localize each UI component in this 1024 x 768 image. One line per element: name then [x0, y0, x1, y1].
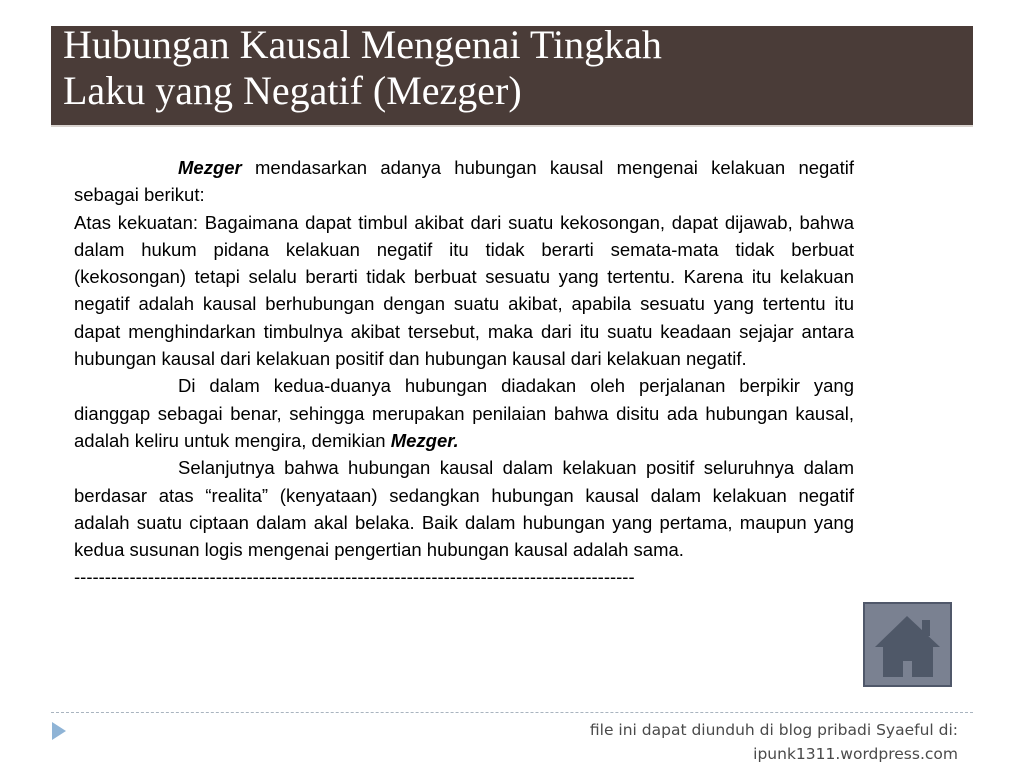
paragraph-4: Selanjutnya bahwa hubungan kausal dalam kelakuan positif seluruhnya dalam berdasar atas “realita” (kenyataan) sedangkan hubungan kausal dalam kelakuan negatif adalah suatu ciptaan dalam akal belaka. Baik dalam hubungan yang pertama, maupun yang kedua susunan logis mengenai pengertian hubungan kausal adalah sama. [74, 457, 854, 561]
footer-note [590, 718, 958, 766]
paragraph-3 [74, 372, 854, 454]
home-button[interactable] [863, 602, 952, 687]
footer-divider [51, 712, 973, 713]
slide-title-line1: Hubungan Kausal Mengenai Tingkah [63, 22, 662, 67]
author-name: Mezger [178, 157, 242, 178]
slide-title-bar [51, 22, 973, 127]
paragraph-1-text: mendasarkan adanya hubungan kausal mengenai kelakuan negatif sebagai berikut: [74, 157, 854, 206]
author-name-end: Mezger. [390, 429, 459, 451]
slide-title-line2: Laku yang Negatif (Mezger) [63, 68, 522, 113]
triangle-right-icon[interactable] [50, 720, 68, 742]
slide-body [74, 154, 854, 591]
paragraph-1 [74, 154, 854, 209]
footer-line-2: ipunk1311.wordpress.com [753, 745, 958, 763]
home-icon [865, 604, 950, 685]
divider-dashes: ------------------------------------------------------------------------------------------- [74, 566, 635, 588]
footer-line-1: file ini dapat diunduh di blog pribadi Syaeful di: [589, 721, 958, 739]
slide-title [63, 22, 963, 114]
paragraph-2: Atas kekuatan: Bagaimana dapat timbul akibat dari suatu kekosongan, dapat dijawab, bahwa dalam hukum pidana kelakuan negatif itu tidak berarti semata-mata tidak berbuat (kekosongan) tetapi selalu berarti tidak berbuat sesuatu yang tertentu. Karena itu kelakuan negatif adalah kausal berhubungan dengan suatu akibat, apabila sesuatu yang tertentu itu dapat menghindarkan timbulnya akibat tersebut, maka dari itu suatu keadaan sejajar antara hubungan kausal dari kelakuan positif dan hubungan kausal dari kelakuan negatif. [74, 211, 854, 370]
paragraph-3-text: Di dalam kedua-duanya hubungan diadakan oleh perjalanan berpikir yang dianggap sebagai benar, sehingga merupakan penilaian bahwa disitu ada hubungan kausal, adalah keliru untuk mengira, demikian [74, 375, 854, 451]
